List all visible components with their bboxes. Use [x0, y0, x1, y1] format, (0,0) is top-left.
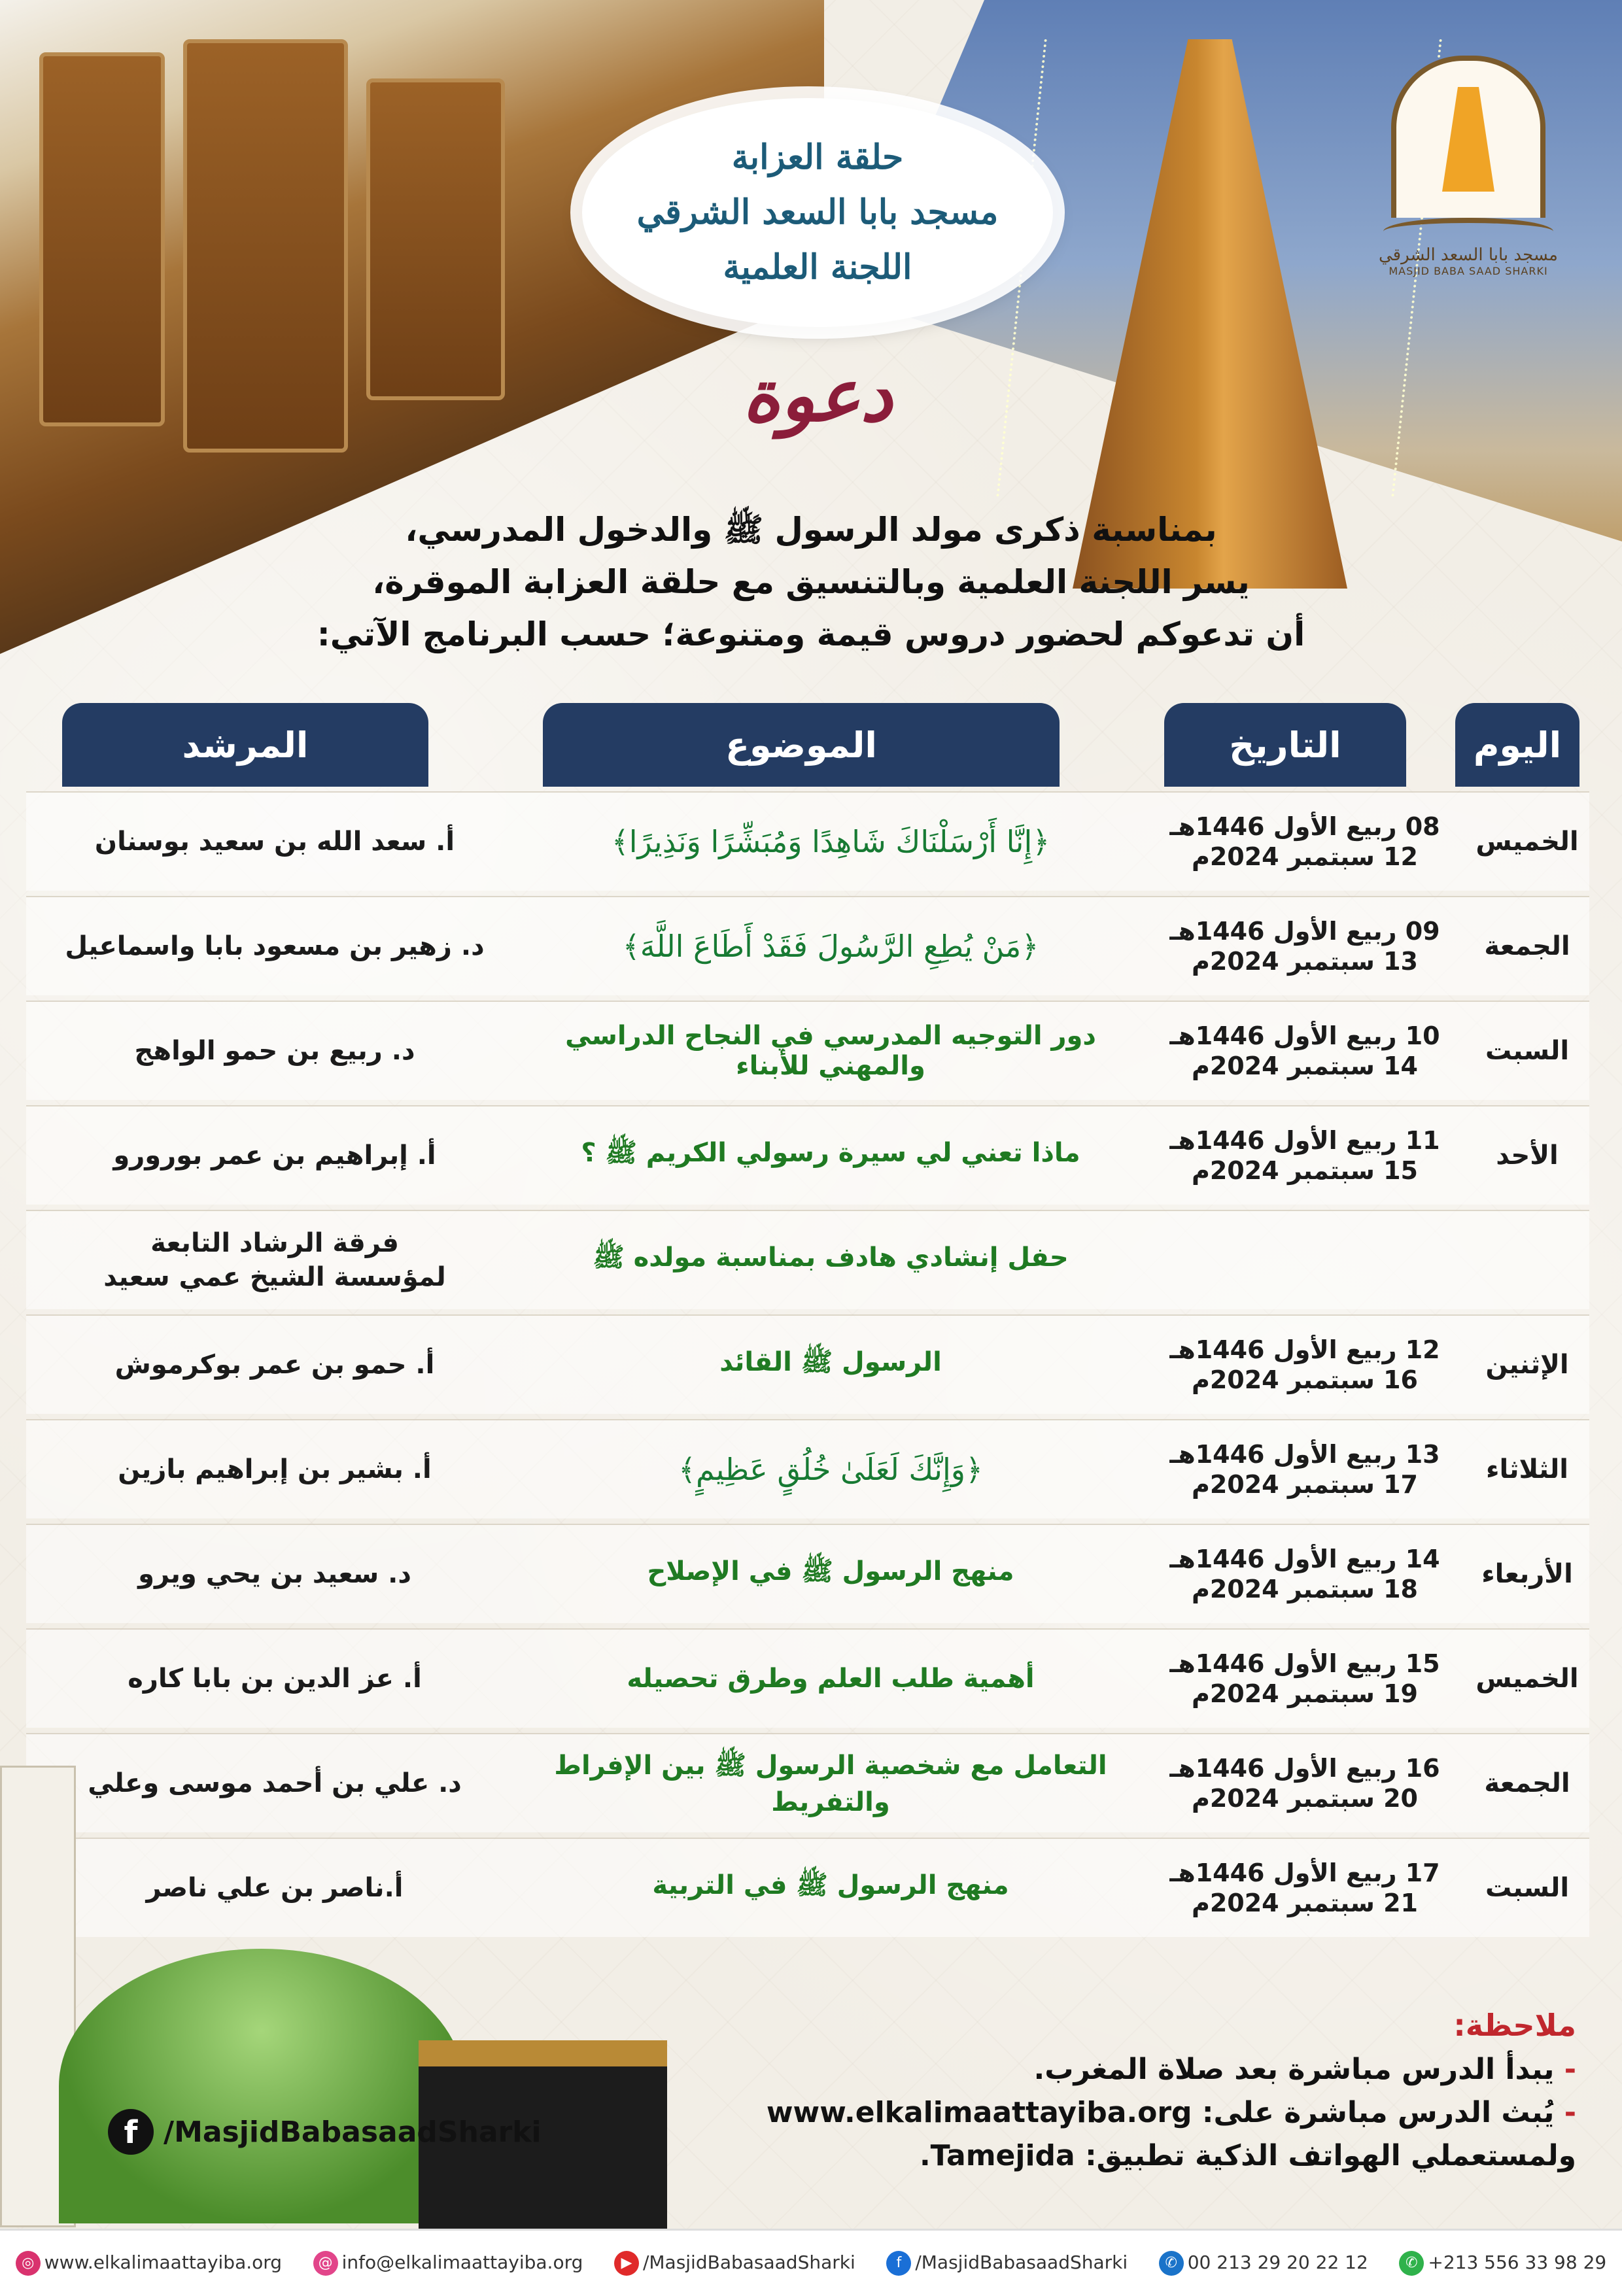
- note-line: - يبدأ الدرس مباشرة بعد صلاة المغرب.: [1033, 2053, 1576, 2086]
- title-line: حلقة العزابة: [731, 137, 904, 177]
- hijri-date: 13 ربيع الأول 1446هـ: [1169, 1440, 1440, 1469]
- date-cell: [1158, 1630, 1452, 1728]
- topic-cell: حفل إنشادي هادف بمناسبة مولده ﷺ: [593, 1242, 1069, 1273]
- hijri-date: 08 ربيع الأول 1446هـ: [1169, 812, 1440, 841]
- hijri-date: 17 ربيع الأول 1446هـ: [1169, 1859, 1440, 1887]
- title-line: اللجنة العلمية: [723, 247, 912, 287]
- hijri-date: 11 ربيع الأول 1446هـ: [1169, 1126, 1440, 1155]
- footer-whatsapp[interactable]: [1399, 2251, 1606, 2276]
- email-icon: @: [313, 2251, 338, 2276]
- gregorian-date: 14 سبتمبر 2024م: [1192, 1052, 1418, 1080]
- gregorian-date: 17 سبتمبر 2024م: [1192, 1470, 1418, 1499]
- table-row: [26, 1105, 1589, 1205]
- phone-icon: ✆: [1159, 2251, 1184, 2276]
- date-cell: [1158, 1106, 1452, 1205]
- youtube-icon: ▶: [614, 2251, 639, 2276]
- intro-line: بمناسبة ذكرى مولد الرسول ﷺ والدخول المدرسي،: [405, 511, 1217, 549]
- guide-cell: [52, 1734, 497, 1832]
- hijri-date: 12 ربيع الأول 1446هـ: [1169, 1335, 1440, 1364]
- topic-cell: منهج الرسول ﷺ في التربية: [652, 1870, 1009, 1900]
- footer-phone[interactable]: [1159, 2251, 1368, 2276]
- guide-name: د. سعيد بن يحي ويرو: [138, 1559, 411, 1589]
- guide-cell: [52, 1316, 497, 1414]
- day-cell: الخميس: [1475, 1664, 1579, 1694]
- facebook-icon: f: [886, 2251, 911, 2276]
- gregorian-date: 12 سبتمبر 2024م: [1192, 842, 1418, 871]
- guide-cell: [52, 1106, 497, 1205]
- day-cell: الأحد: [1496, 1140, 1559, 1171]
- topic-cell: ﴿إِنَّا أَرْسَلْنَاكَ شَاهِدًا وَمُبَشِّرًا وَنَذِيرًا﴾: [611, 824, 1050, 859]
- guide-cell: [52, 897, 497, 995]
- guide-name: أ. بشير بن إبراهيم بازين: [118, 1454, 432, 1484]
- logo-name-en: MASJID BABA SAAD SHARKI: [1389, 265, 1548, 277]
- gregorian-date: 16 سبتمبر 2024م: [1192, 1365, 1418, 1394]
- day-cell: الجمعة: [1484, 931, 1570, 961]
- table-row: [26, 791, 1589, 891]
- day-cell: السبت: [1485, 1036, 1570, 1066]
- table-row: [26, 1419, 1589, 1518]
- intro-line: يسر اللجنة العلمية وبالتنسيق مع حلقة العزابة الموقرة،: [372, 563, 1250, 601]
- table-row: [26, 1733, 1589, 1832]
- topic-cell: منهج الرسول ﷺ في الإصلاح: [647, 1556, 1014, 1586]
- table-row: [26, 1001, 1589, 1100]
- hijri-date: 10 ربيع الأول 1446هـ: [1169, 1021, 1440, 1050]
- guide-cell: [52, 1420, 497, 1518]
- notes: [595, 2008, 1576, 2178]
- guide-name: أ. حمو بن عمر بوكرموش: [114, 1350, 435, 1380]
- guide-name: د. علي بن أحمد موسى وعلي: [88, 1768, 462, 1798]
- topic-cell: ﴿وَإِنَّكَ لَعَلَىٰ خُلُقٍ عَظِيمٍ﴾: [678, 1452, 983, 1487]
- date-cell: [1158, 1316, 1452, 1414]
- guide-name: فرقة الرشاد التابعة: [150, 1228, 399, 1258]
- date-cell: [1158, 1734, 1452, 1832]
- guide-name: د. ربيع بن حمو الواهج: [134, 1036, 415, 1066]
- footer-email-text: info@elkalimaattayiba.org: [341, 2252, 583, 2273]
- notes-title: ملاحظة:: [1453, 2008, 1576, 2043]
- topic-cell: دور التوجيه المدرسي في النجاح الدراسي والمهني للأبناء: [565, 1021, 1096, 1081]
- header-topic: الموضوع: [543, 703, 1060, 787]
- green-dome-illustration: [59, 1949, 464, 2223]
- table-row: [26, 1210, 1589, 1309]
- topic-cell: ﴿مَنْ يُطِعِ الرَّسُولَ فَقَدْ أَطَاعَ اللَّهَ﴾: [622, 929, 1039, 964]
- guide-cell: [52, 1630, 497, 1728]
- gregorian-date: 21 سبتمبر 2024م: [1192, 1889, 1418, 1917]
- date-cell: [1158, 1525, 1452, 1623]
- hijri-date: 09 ربيع الأول 1446هـ: [1169, 917, 1440, 946]
- guide-name: أ. عز الدين بن بابا كاره: [128, 1664, 422, 1694]
- wooden-door: [39, 52, 165, 426]
- hijri-date: 16 ربيع الأول 1446هـ: [1169, 1754, 1440, 1783]
- facebook-icon: f: [108, 2109, 154, 2155]
- footer-whatsapp-text: +213 556 33 98 29: [1428, 2252, 1607, 2273]
- table-row: [26, 1838, 1589, 1937]
- facebook-handle[interactable]: /MasjidBabasaadSharki: [164, 2116, 542, 2149]
- footer-facebook-text: /MasjidBabasaadSharki: [915, 2252, 1128, 2273]
- title-badge: [582, 98, 1053, 327]
- wooden-door: [183, 39, 348, 453]
- note-text: ولمستعملي الهواتف الذكية تطبيق: Tamejida.: [919, 2139, 1576, 2172]
- footer-youtube-text: /MasjidBabasaadSharki: [642, 2252, 855, 2273]
- gregorian-date: 13 سبتمبر 2024م: [1192, 947, 1418, 976]
- footer-contacts: [0, 2229, 1622, 2296]
- logo-arch: [1391, 56, 1545, 218]
- footer-email[interactable]: [313, 2251, 583, 2276]
- topic-cell: ماذا تعني لي سيرة رسولي الكريم ﷺ ؟: [581, 1138, 1080, 1168]
- date-cell: [1158, 1420, 1452, 1518]
- guide-name: أ. سعد الله بن سعيد بوسنان: [94, 827, 455, 857]
- hijri-date: 15 ربيع الأول 1446هـ: [1169, 1649, 1440, 1678]
- date-cell: [1158, 1839, 1452, 1937]
- gregorian-date: 18 سبتمبر 2024م: [1192, 1575, 1418, 1603]
- table-row: [26, 1314, 1589, 1414]
- topic-cell: الرسول ﷺ القائد: [719, 1347, 942, 1377]
- guide-cell: [52, 1211, 497, 1309]
- date-cell: [1158, 897, 1452, 995]
- intro-text: [0, 504, 1622, 660]
- gregorian-date: 20 سبتمبر 2024م: [1192, 1784, 1418, 1813]
- mosque-logo: [1373, 56, 1563, 277]
- topic-cell: أهمية طلب العلم وطرق تحصيله: [627, 1664, 1035, 1694]
- guide-cell: [52, 793, 497, 891]
- web-icon: ◎: [16, 2251, 41, 2276]
- logo-name-ar: مسجد بابا السعد الشرقي: [1379, 245, 1558, 265]
- date-cell: [1158, 1211, 1452, 1309]
- wooden-door: [366, 78, 505, 400]
- title-line: مسجد بابا السعد الشرقي: [636, 192, 999, 232]
- date-cell: [1158, 1002, 1452, 1100]
- footer-site[interactable]: [16, 2251, 282, 2276]
- day-cell: الخميس: [1475, 827, 1579, 857]
- schedule-table: [26, 791, 1589, 1942]
- guide-name: د. زهير بن مسعود بابا واسماعيل: [65, 931, 485, 961]
- note-text: يُبث الدرس مباشرة على: www.elkalimaattayiba.org: [766, 2096, 1555, 2129]
- hijri-date: 14 ربيع الأول 1446هـ: [1169, 1545, 1440, 1573]
- guide-name-line2: لمؤسسة الشيخ عمي سعيد: [103, 1262, 446, 1292]
- day-cell: السبت: [1485, 1873, 1570, 1903]
- table-row: [26, 1628, 1589, 1728]
- note-text: يبدأ الدرس مباشرة بعد صلاة المغرب.: [1033, 2053, 1555, 2086]
- whatsapp-icon: ✆: [1399, 2251, 1424, 2276]
- day-cell: [1465, 1211, 1589, 1309]
- header-date: التاريخ: [1164, 703, 1406, 787]
- guide-name: أ.ناصر بن علي ناصر: [146, 1873, 404, 1903]
- logo-book-icon: [1383, 218, 1553, 245]
- guide-cell: [52, 1839, 497, 1937]
- note-line: - يُبث الدرس مباشرة على: www.elkalimaattayiba.org: [766, 2096, 1576, 2129]
- guide-cell: [52, 1525, 497, 1623]
- intro-line: أن تدعوكم لحضور دروس قيمة ومتنوعة؛ حسب البرنامج الآتي:: [317, 615, 1305, 653]
- day-cell: الثلاثاء: [1486, 1454, 1568, 1484]
- header-guide: المرشد: [62, 703, 428, 787]
- gregorian-date: 15 سبتمبر 2024م: [1192, 1156, 1418, 1185]
- date-cell: [1158, 793, 1452, 891]
- day-cell: الجمعة: [1484, 1768, 1570, 1798]
- logo-tower-icon: [1442, 87, 1494, 192]
- footer-youtube[interactable]: [614, 2251, 855, 2276]
- day-cell: الأربعاء: [1481, 1559, 1573, 1589]
- gregorian-date: 19 سبتمبر 2024م: [1192, 1679, 1418, 1708]
- footer-facebook[interactable]: [886, 2251, 1128, 2276]
- guide-name: أ. إبراهيم بن عمر بورورو: [113, 1140, 436, 1171]
- table-row: [26, 896, 1589, 995]
- guide-cell: [52, 1002, 497, 1100]
- table-row: [26, 1524, 1589, 1623]
- footer-site-text: www.elkalimaattayiba.org: [44, 2252, 283, 2273]
- note-line: [595, 2134, 1576, 2178]
- header-day: اليوم: [1455, 703, 1579, 787]
- footer-phone-text: 00 213 29 20 22 12: [1187, 2252, 1368, 2273]
- invitation-word: دعوة: [742, 353, 893, 437]
- topic-cell: التعامل مع شخصية الرسول ﷺ بين الإفراط والتفريط: [554, 1751, 1107, 1817]
- day-cell: الإثنين: [1485, 1350, 1569, 1380]
